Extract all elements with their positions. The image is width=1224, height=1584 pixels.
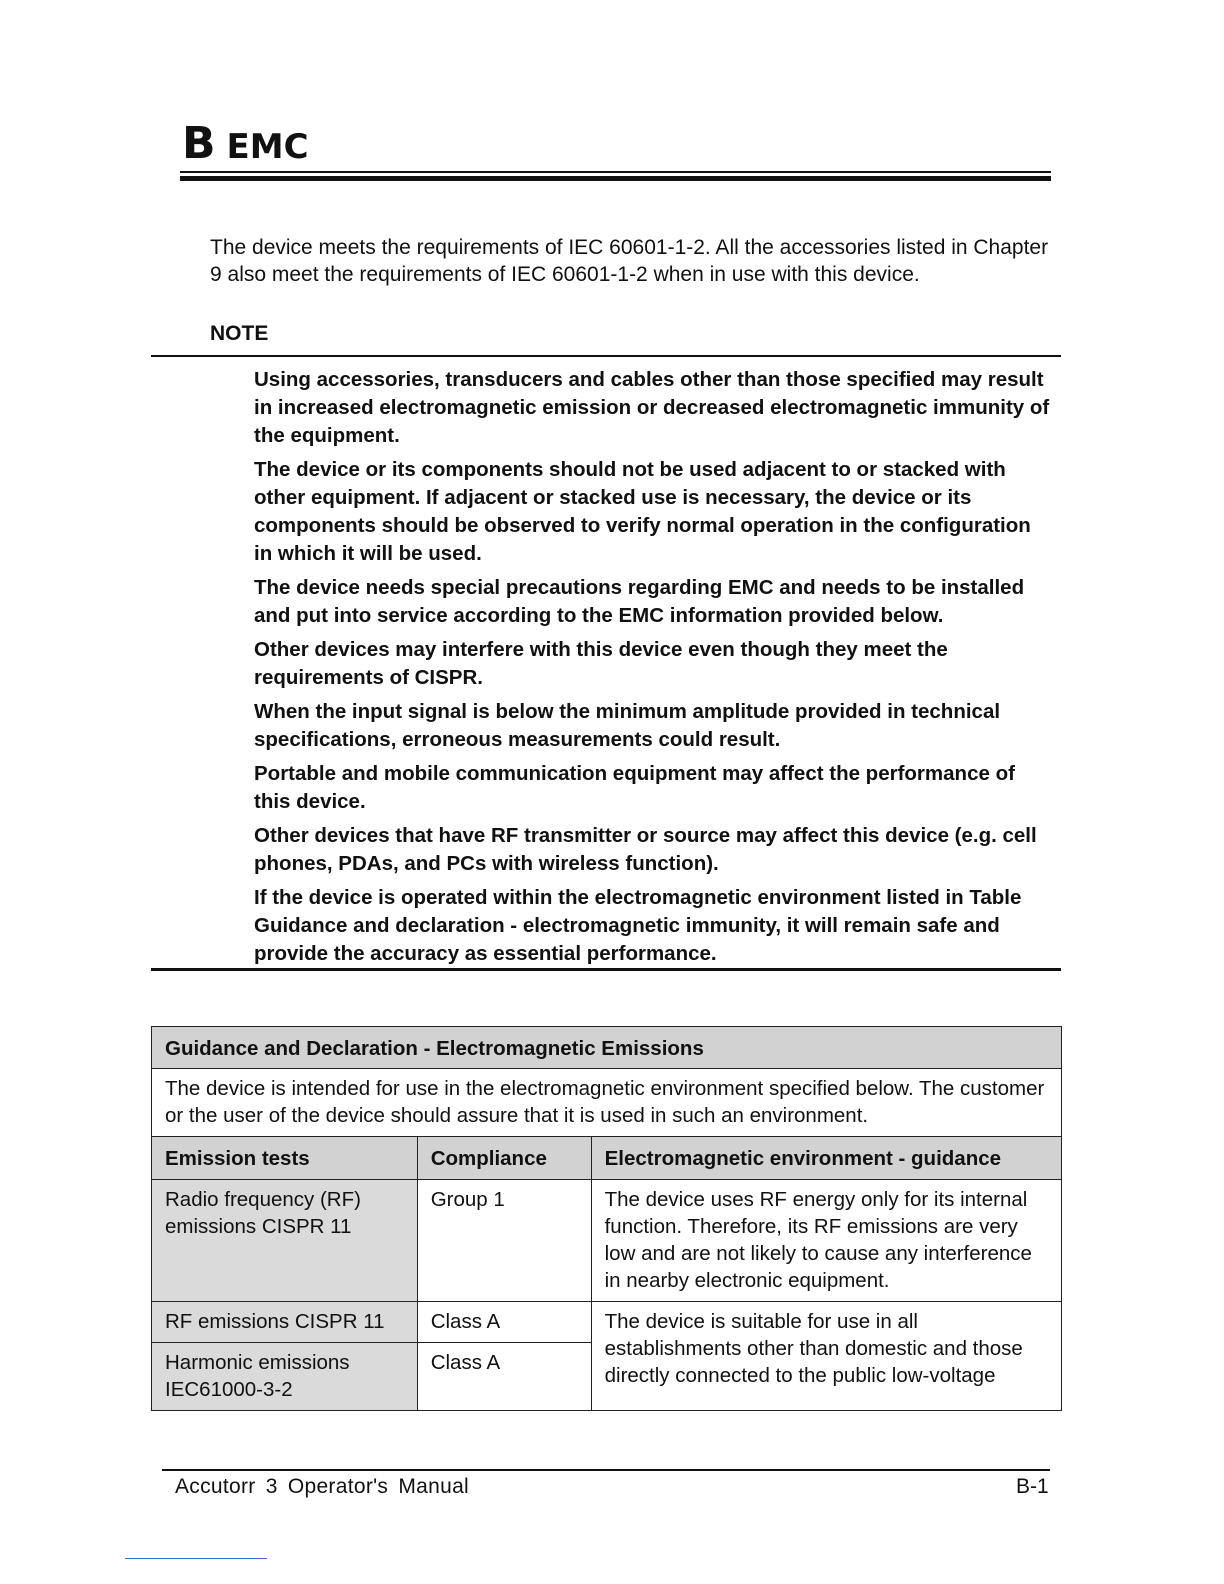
column-header-emission-tests: Emission tests: [152, 1137, 418, 1180]
note-item: Portable and mobile communication equipment may affect the performance of this device.: [254, 762, 1015, 813]
footer-manual-title: Accutorr 3 Operator's Manual: [175, 1475, 470, 1498]
note-rule-bottom: [151, 968, 1061, 971]
note-rule-top: [151, 355, 1061, 357]
column-header-compliance: Compliance: [417, 1137, 591, 1180]
emissions-table: [151, 1026, 1062, 1411]
title-rule-thick: [180, 176, 1051, 181]
note-item: Other devices that have RF transmitter or source may affect this device (e.g. cell phones, PDAs, and PCs with wireless function).: [254, 824, 1037, 875]
table-intro: The device is intended for use in the electromagnetic environment specified below. The customer or the user of the device should assure that it is used in such an environment.: [152, 1069, 1062, 1137]
note-item: Other devices may interfere with this device even though they meet the requirements of CISPR.: [254, 638, 948, 689]
table-title: Guidance and Declaration - Electromagnetic Emissions: [152, 1027, 1062, 1069]
table-title-row: [152, 1027, 1062, 1069]
emission-test-cell: RF emissions CISPR 11: [152, 1302, 418, 1343]
table-intro-row: [152, 1069, 1062, 1137]
guidance-cell: The device uses RF energy only for its internal function. Therefore, its RF emissions are very low and are not likely to cause any interference in nearby electronic equipment.: [591, 1180, 1061, 1302]
compliance-cell: Group 1: [417, 1180, 591, 1302]
note-item: The device or its components should not be used adjacent to or stacked with other equipment. If adjacent or stacked use is necessary, the device or its components should be observed to verify normal operation in the configuration in which it will be used.: [254, 458, 1031, 565]
intro-paragraph: The device meets the requirements of IEC 60601-1-2. All the accessories listed in Chapter 9 also meet the requirements of IEC 60601-1-2 when in use with this device.: [210, 236, 1049, 286]
note-item: When the input signal is below the minimum amplitude provided in technical specifications, erroneous measurements could result.: [254, 700, 1001, 751]
chapter-letter: B: [182, 118, 217, 169]
title-rule-thin: [180, 171, 1051, 173]
note-item: The device needs special precautions regarding EMC and needs to be installed and put into service according to the EMC information provided below.: [254, 576, 1025, 627]
table-row: [152, 1180, 1062, 1302]
chapter-title: [182, 118, 309, 169]
compliance-cell: Class A: [417, 1343, 591, 1411]
emission-test-cell: Harmonic emissions IEC61000-3-2: [152, 1343, 418, 1411]
footer-link-underline: [125, 1558, 267, 1559]
compliance-cell: Class A: [417, 1302, 591, 1343]
table-header-row: [152, 1137, 1062, 1180]
note-list: [254, 366, 1054, 974]
note-heading: NOTE: [210, 322, 269, 345]
note-item: If the device is operated within the electromagnetic environment listed in Table Guidance and declaration - electromagnetic immunity, it will remain safe and provide the accuracy as essential performance.: [254, 886, 1022, 965]
table-row: [152, 1302, 1062, 1343]
column-header-guidance: Electromagnetic environment - guidance: [591, 1137, 1061, 1180]
emission-test-cell: Radio frequency (RF) emissions CISPR 11: [152, 1180, 418, 1302]
chapter-name: EMC: [226, 127, 309, 167]
footer-page-number: B-1: [1016, 1475, 1049, 1498]
guidance-cell: The device is suitable for use in all establishments other than domestic and those directly connected to the public low-voltage: [591, 1302, 1061, 1411]
note-item: Using accessories, transducers and cables other than those specified may result in increased electromagnetic emission or decreased electromagnetic immunity of the equipment.: [254, 368, 1050, 447]
footer-rule: [162, 1469, 1050, 1471]
